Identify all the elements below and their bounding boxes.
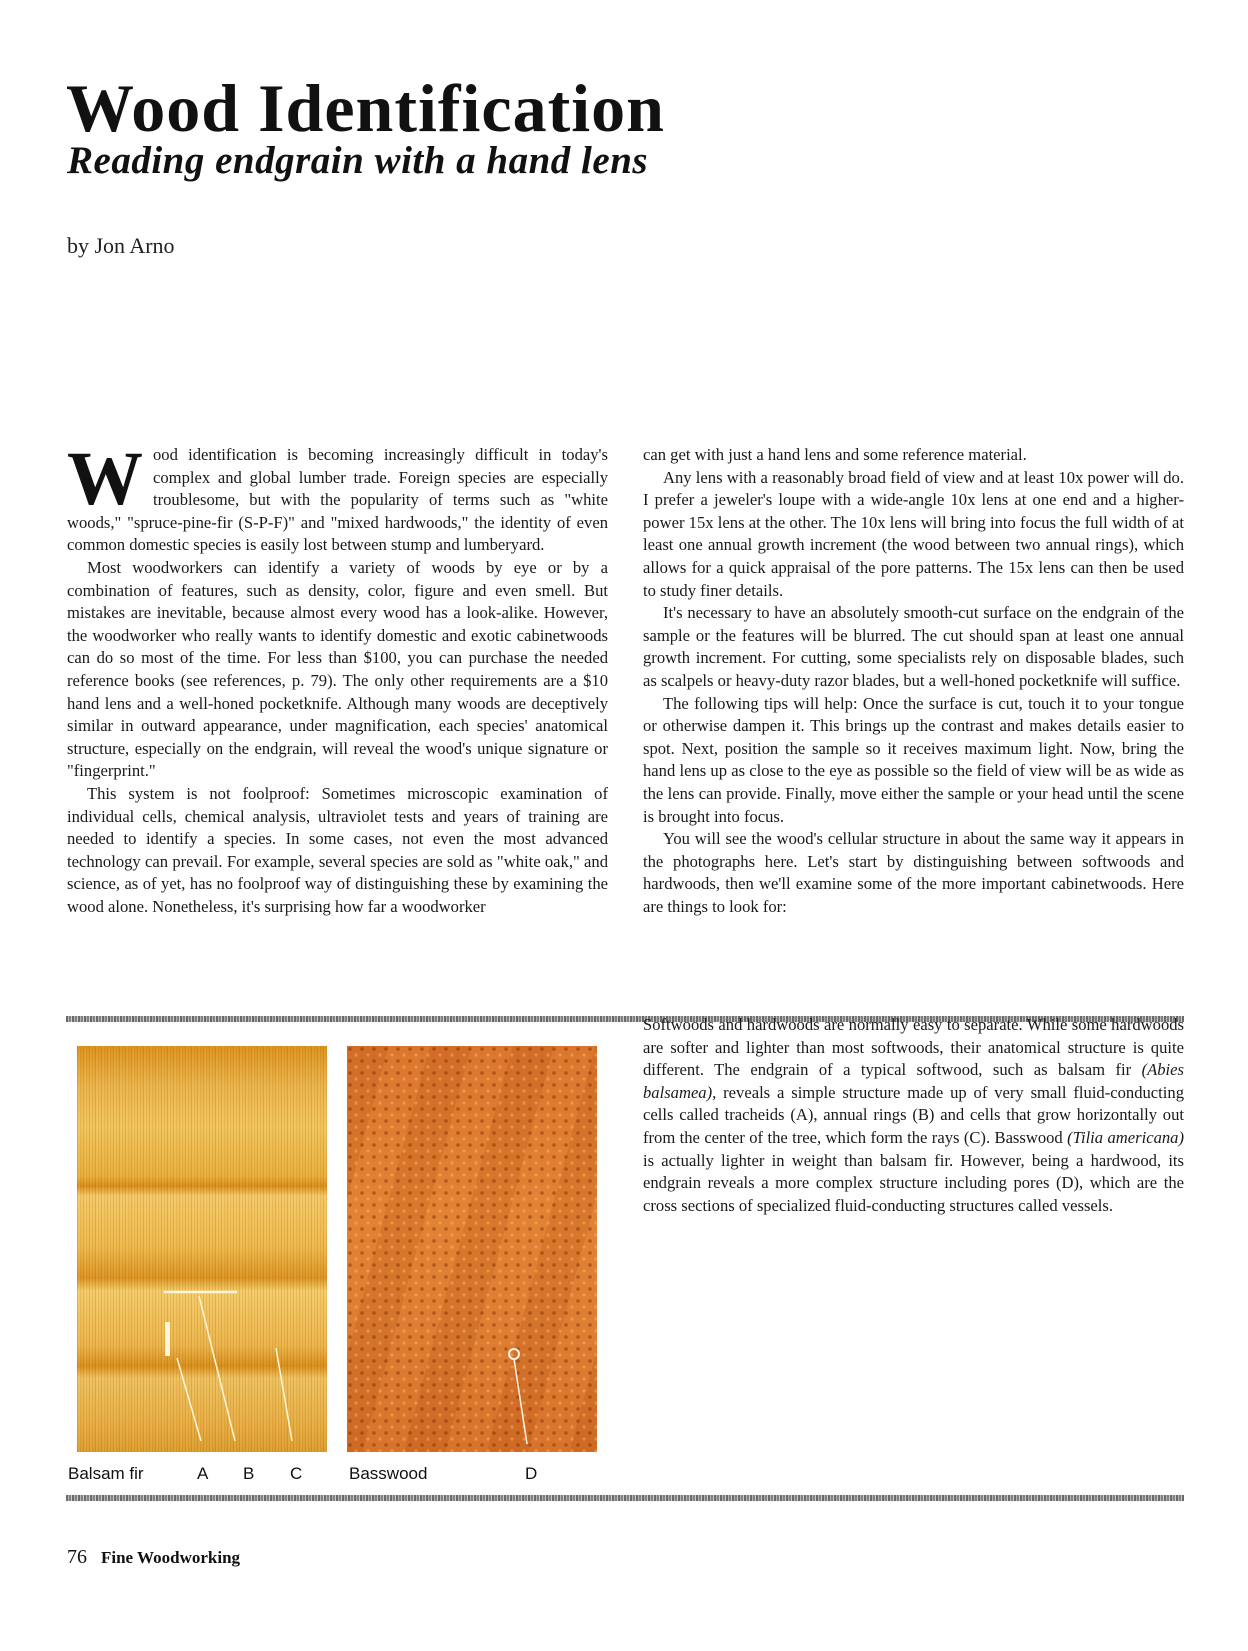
tracheid-marker <box>165 1322 170 1356</box>
pore-marker <box>509 1349 519 1359</box>
figure-caption <box>643 1014 1184 1217</box>
article-paragraph: It's necessary to have an absolutely smooth-cut surface on the endgrain of the sample or the features will be blurred. The cut should span at least one annual growth increment. For cutting, some specialists rely on disposable blades, such as scalpels or heavy-duty razor blades, but a well-honed pocketknife will suffice. <box>643 603 1184 690</box>
label-balsam-fir: Balsam fir <box>68 1464 144 1483</box>
label-b: B <box>243 1464 255 1483</box>
caption-text: Softwoods and hardwoods are normally easy to separate. While some hardwoods are softer and lighter than most softwoods, their anatomical structure is quite different. The endgrain of a typical softwood, such as balsam fir <box>643 1015 1184 1080</box>
article-paragraph <box>67 437 608 557</box>
byline: by Jon Arno <box>67 233 175 258</box>
pointer-line-b <box>199 1296 235 1441</box>
basswood-photo <box>347 1046 597 1452</box>
basswood-pointer-lines <box>347 1046 597 1452</box>
article-column-right <box>643 444 1184 918</box>
label-a: A <box>197 1464 209 1483</box>
caption-paragraph <box>643 1014 1184 1217</box>
article-paragraph: The following tips will help: Once the surface is cut, touch it to your tongue or otherwise dampen it. This brings up the contrast and makes details easier to spot. Next, position the sample so it receives maximum light. Now, bring the hand lens up as close to the eye as possible so the field of view will be as wide as the lens can provide. Finally, move either the sample or your head until the scene is brought into focus. <box>643 693 1184 826</box>
figure-bottom-rule <box>66 1495 1184 1501</box>
label-d: D <box>525 1464 538 1483</box>
page-number: 76 <box>67 1546 87 1568</box>
caption-latin-name: (Tilia americana) <box>1067 1127 1184 1147</box>
balsam-pointer-lines <box>77 1046 327 1452</box>
caption-latin-name: (Abies balsamea), <box>643 1060 1184 1102</box>
magazine-name: Fine Woodworking <box>101 1548 241 1567</box>
balsam-fir-photo <box>77 1046 327 1452</box>
article-paragraph: Any lens with a reasonably broad field of view and at least 10x power will do. I prefer a jeweler's loupe with a wide-angle 10x lens at one end and a higher-power 15x lens at the other. The 10x lens will bring into focus the full width of at least one annual growth increment (the wood between two annual rings), which allows for a quick appraisal of the pore patterns. The 15x lens can then be used to study finer details. <box>643 467 1184 600</box>
article-paragraph: You will see the wood's cellular structure in about the same way it appears in the photographs here. Let's start by distinguishing between softwoods and hardwoods, then we'll examine some of the more important cabinetwoods. Here are things to look for: <box>643 829 1184 916</box>
drop-cap: W <box>67 437 143 521</box>
caption-text: is actually lighter in weight than balsam fir. However, being a hardwood, its endgrain reveals a more complex structure including pores (D), which are the cross sections of specialized fluid-conducting structures called vessels. <box>643 1150 1184 1215</box>
article-paragraph: This system is not foolproof: Sometimes microscopic examination of individual cells, chemical analysis, ultraviolet tests and years of training are needed to identify a species. In some cases, not even the most advanced technology can prevail. For example, several species are sold as "white oak," and science, as of yet, has no foolproof way of distinguishing these by examining the wood alone. Nonetheless, it's surprising how far a woodworker <box>67 783 608 916</box>
page-footer <box>67 1545 240 1570</box>
paragraph-text: ood identification is becoming increasingly difficult in today's complex and global lumber trade. Foreign species are especially troublesome, but with the popularity of terms such as "white woods," "spruce-pine-fir (S-P-F)" and "mixed hardwoods," the identity of even common domestic species is easily lost between stump and lumberyard. <box>67 445 608 555</box>
label-basswood: Basswood <box>349 1464 428 1483</box>
article-paragraph: Most woodworkers can identify a variety of woods by eye or by a combination of features, such as density, color, figure and even smell. But mistakes are inevitable, because almost every wood has a look-alike. However, the woodworker who really wants to identify domestic and exotic cabinetwoods can do so most of the time. For less than $100, you can purchase the needed reference books (see references, p. 79). The only other requirements are a $10 hand lens and a well-honed pocketknife. Although many woods are deceptively similar in outward appearance, under magnification, each species' anatomical structure, especially on the endgrain, will reveal the wood's unique signature or "fingerprint." <box>67 557 608 781</box>
pointer-line-d <box>514 1359 527 1444</box>
article-column-left <box>67 437 608 918</box>
article-paragraph: can get with just a hand lens and some reference material. <box>643 445 1027 464</box>
article-subtitle: Reading endgrain with a hand lens <box>67 139 649 182</box>
article-title: Wood Identification <box>66 70 665 146</box>
label-c: C <box>290 1464 303 1483</box>
pointer-line-c <box>276 1348 292 1441</box>
pointer-line-a <box>177 1358 201 1441</box>
caption-text: reveals a simple structure made up of very small fluid-conducting cells called tracheids (A), annual rings (B) and cells that grow horizontally out from the center of the tree, which form the rays (C). Basswood <box>643 1082 1184 1147</box>
